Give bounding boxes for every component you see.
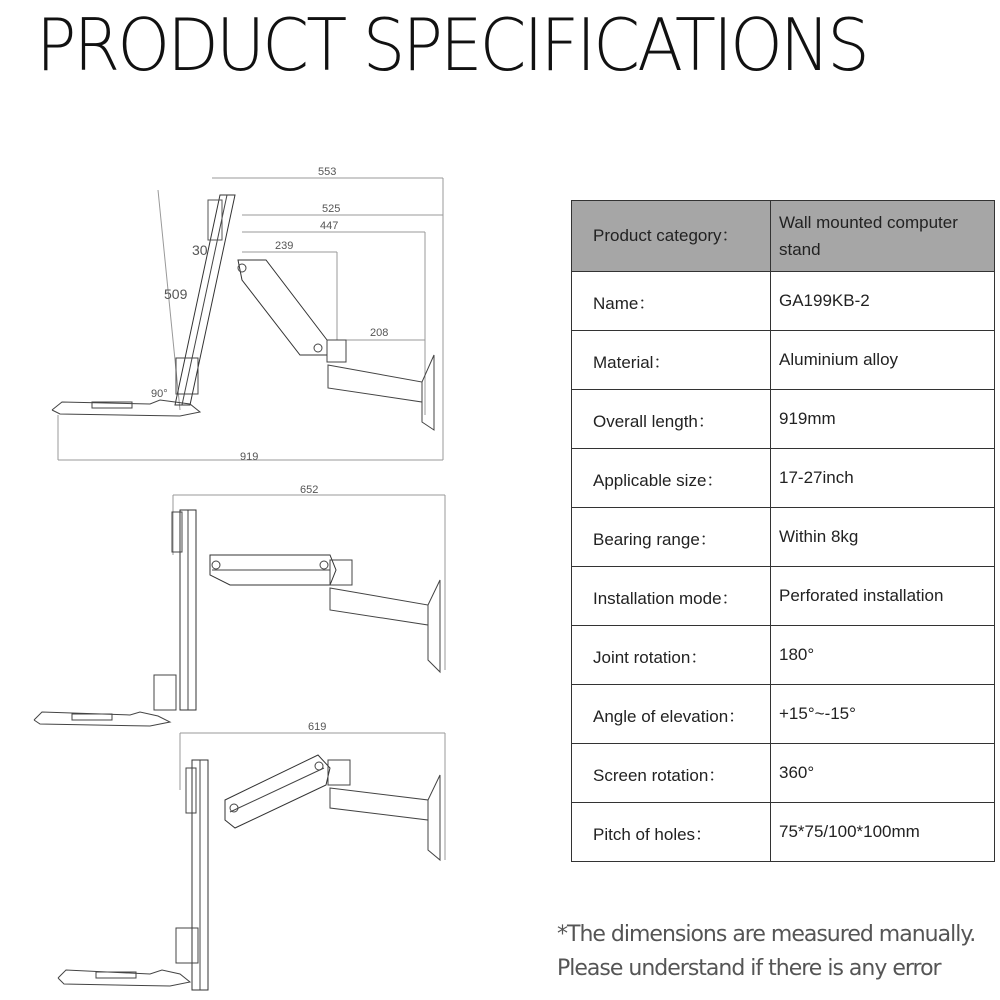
dim-label-619: 619 xyxy=(308,721,327,733)
spec-row-angle-of-elevation xyxy=(572,685,995,744)
dim-label-447: 447 xyxy=(320,220,339,232)
figure-2-drawing xyxy=(34,495,445,726)
spec-row-screen-rotation xyxy=(572,744,995,803)
spec-value: 360° xyxy=(771,744,995,803)
spec-row-installation-mode xyxy=(572,567,995,626)
spec-value: 180° xyxy=(771,626,995,685)
spec-value: 919mm xyxy=(771,390,995,449)
spec-value: Wall mounted computer stand xyxy=(771,201,995,272)
spec-label: Product category： xyxy=(572,201,771,272)
dim-label-919: 919 xyxy=(240,451,259,463)
spec-label: Screen rotation： xyxy=(572,744,771,803)
spec-value: 75*75/100*100mm xyxy=(771,803,995,862)
measurement-note xyxy=(557,918,975,986)
figure-3-drawing xyxy=(58,733,445,990)
spec-value: GA199KB-2 xyxy=(771,272,995,331)
spec-row-product-category xyxy=(572,201,995,272)
dim-label-525: 525 xyxy=(322,203,341,215)
spec-label: Joint rotation： xyxy=(572,626,771,685)
product-technical-drawing xyxy=(30,160,460,1000)
spec-row-name xyxy=(572,272,995,331)
dim-label-652: 652 xyxy=(300,484,319,496)
spec-label: Applicable size： xyxy=(572,449,771,508)
spec-label: Pitch of holes： xyxy=(572,803,771,862)
dim-label-30: 30 xyxy=(192,242,208,258)
spec-row-joint-rotation xyxy=(572,626,995,685)
spec-value: +15°~-15° xyxy=(771,685,995,744)
figure-1-drawing xyxy=(52,178,443,460)
spec-label: Angle of elevation： xyxy=(572,685,771,744)
spec-table xyxy=(571,200,995,862)
note-line-1: *The dimensions are measured manually. xyxy=(557,922,976,947)
page-title: PRODUCT SPECIFICATIONS xyxy=(36,3,868,87)
spec-label: Name： xyxy=(572,272,771,331)
spec-value: Perforated installation xyxy=(771,567,995,626)
spec-value: 17-27inch xyxy=(771,449,995,508)
dim-label-239: 239 xyxy=(275,240,294,252)
spec-label: Bearing range： xyxy=(572,508,771,567)
dim-label-509: 509 xyxy=(164,286,188,302)
spec-label: Installation mode： xyxy=(572,567,771,626)
spec-row-pitch-of-holes xyxy=(572,803,995,862)
note-line-2: Please understand if there is any error xyxy=(557,956,941,981)
dim-label-208: 208 xyxy=(370,327,389,339)
spec-label: Material： xyxy=(572,331,771,390)
spec-value: Aluminium alloy xyxy=(771,331,995,390)
spec-row-bearing-range xyxy=(572,508,995,567)
dim-label-553: 553 xyxy=(318,166,337,178)
spec-row-material xyxy=(572,331,995,390)
spec-row-overall-length xyxy=(572,390,995,449)
spec-value: Within 8kg xyxy=(771,508,995,567)
spec-row-applicable-size xyxy=(572,449,995,508)
dim-label-90-degrees: 90° xyxy=(151,388,168,400)
spec-label: Overall length： xyxy=(572,390,771,449)
